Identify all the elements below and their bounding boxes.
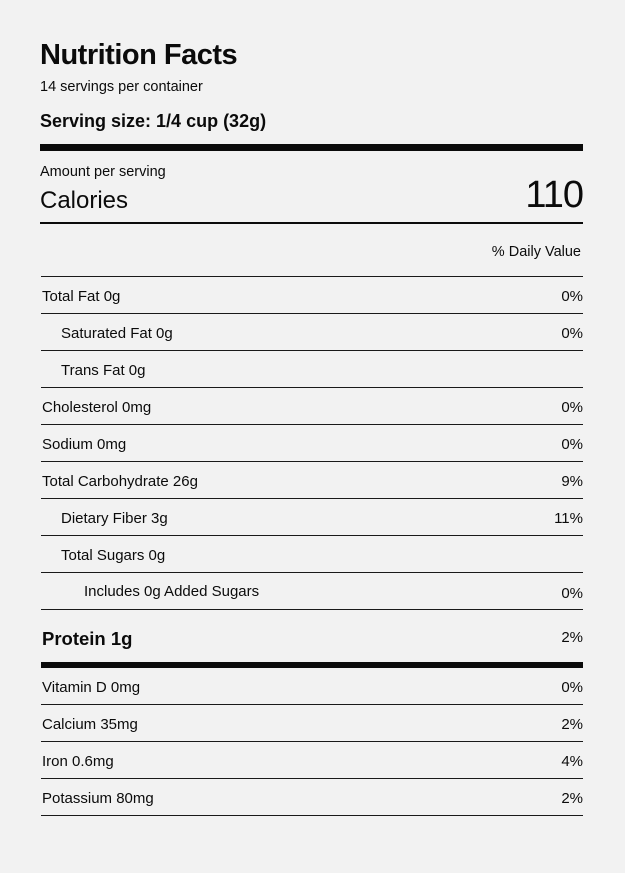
nutrient-daily-value: 0% [561,436,583,453]
nutrient-label: Sodium 0mg [42,436,127,453]
nutrient-daily-value: 2% [561,629,583,646]
vitamin-label: Iron 0.6mg [42,753,114,770]
nutrient-label: Trans Fat 0g [61,362,146,379]
vitamin-row-calcium [41,704,583,741]
daily-value-header [40,224,583,276]
vitamin-row-vitamin-d [41,668,583,704]
nutrient-daily-value: 0% [561,585,583,602]
nutrient-list [41,276,583,662]
vitamin-daily-value: 2% [561,790,583,807]
calories-label: Calories [40,187,129,214]
nutrient-label: Total Fat 0g [42,288,121,305]
nutrient-daily-value: 0% [561,288,583,305]
serving-size: Serving size: 1/4 cup (32g) [40,111,267,131]
label-title: Nutrition Facts [40,39,238,71]
nutrient-row-total-sugars [41,535,583,572]
nutrient-row-total-carbohydrate [41,461,583,498]
nutrient-label: Saturated Fat 0g [61,325,173,342]
nutrient-label: Cholesterol 0mg [42,399,152,416]
vitamin-daily-value: 2% [561,716,583,733]
nutrient-row-saturated-fat [41,313,583,350]
daily-value-header-text: % Daily Value [491,244,581,260]
vitamin-label: Calcium 35mg [42,716,138,733]
nutrient-row-trans-fat [41,350,583,387]
nutrient-row-protein [41,609,583,662]
nutrient-row-added-sugars [41,572,583,609]
calories-value: 110 [525,174,583,216]
nutrient-row-sodium [41,424,583,461]
vitamin-label: Potassium 80mg [42,790,154,807]
nutrition-facts-panel [40,38,583,816]
nutrient-row-cholesterol [41,387,583,424]
nutrient-label: Total Carbohydrate 26g [42,473,198,490]
amount-per-serving-label: Amount per serving [40,164,166,180]
nutrient-row-total-fat [41,276,583,313]
nutrient-label: Total Sugars 0g [61,547,166,564]
calories-block [40,151,583,222]
nutrient-daily-value: 0% [561,399,583,416]
vitamin-label: Vitamin D 0mg [42,679,141,696]
vitamin-daily-value: 0% [561,679,583,696]
servings-per-container: 14 servings per container [40,79,203,95]
thick-divider [40,144,583,151]
nutrient-label: Includes 0g Added Sugars [84,583,260,600]
nutrient-daily-value: 0% [561,325,583,342]
nutrient-daily-value: 9% [561,473,583,490]
vitamin-list [41,668,583,816]
nutrient-row-dietary-fiber [41,498,583,535]
vitamin-row-iron [41,741,583,778]
nutrient-daily-value: 11% [554,510,583,527]
nutrient-label: Dietary Fiber 3g [61,510,168,527]
nutrient-label: Protein 1g [42,628,133,649]
vitamin-row-potassium [41,778,583,816]
vitamin-daily-value: 4% [561,753,583,770]
